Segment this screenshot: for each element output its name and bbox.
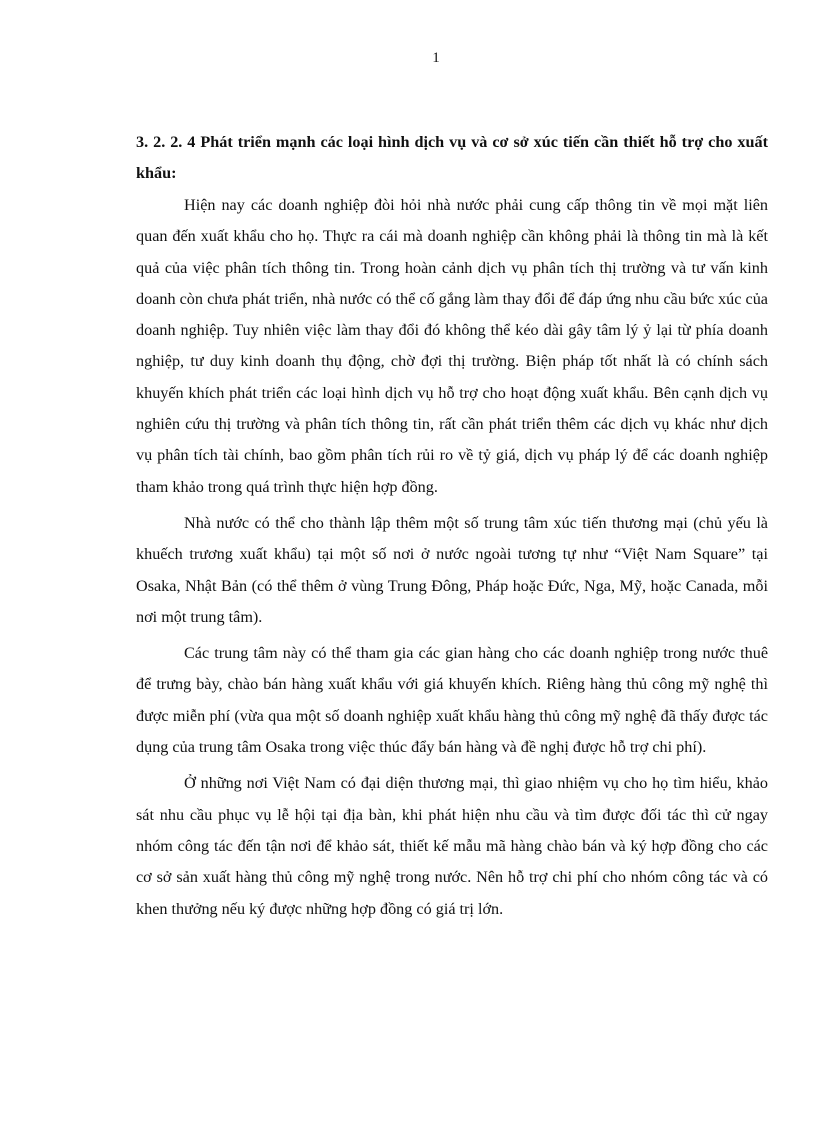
paragraph: Nhà nước có thể cho thành lập thêm một số trung tâm xúc tiến thương mại (chủ yếu là khuếch trương xuất khẩu) tại một số nơi ở nước ngoài tương tự như “Việt Nam Square” tại Osaka, Nhật Bản (có thể thêm ở vùng Trung Đông, Pháp hoặc Đức, Nga, Mỹ, hoặc Canada, mỗi nơi một trung tâm). bbox=[136, 513, 768, 626]
paragraph: Hiện nay các doanh nghiệp đòi hỏi nhà nước phải cung cấp thông tin về mọi mặt liên quan đến xuất khẩu cho họ. Thực ra cái mà doanh nghiệp cần không phải là thông tin mà là kết quả của việc phân tích thông tin. Trong hoàn cảnh dịch vụ phân tích thị trường và tư vấn kinh doanh còn chưa phát triển, nhà nước có thể cố gắng làm thay đổi để đáp ứng nhu cầu bức xúc của doanh nghiệp. Tuy nhiên việc làm thay đổi đó không thể kéo dài gây tâm lý ỷ lại từ phía doanh nghiệp, tư duy kinh doanh thụ động, chờ đợi thị trường. Biện pháp tốt nhất là có chính sách khuyến khích phát triển các loại hình dịch vụ hỗ trợ cho hoạt động xuất khẩu. Bên cạnh dịch vụ nghiên cứu thị trường và phân tích thông tin, rất cần phát triển thêm các dịch vụ khác như dịch vụ phân tích tài chính, bao gồm phân tích rủi ro về tỷ giá, dịch vụ pháp lý để các doanh nghiệp tham khảo trong quá trình thực hiện hợp đồng. bbox=[136, 196, 768, 496]
page-number: 1 bbox=[432, 50, 440, 66]
section-heading: 3. 2. 2. 4 Phát triển mạnh các loại hình dịch vụ và cơ sở xúc tiến cần thiết hỗ trợ cho xuất khẩu: bbox=[136, 133, 768, 182]
document-body bbox=[136, 127, 768, 925]
paragraph: Các trung tâm này có thể tham gia các gian hàng cho các doanh nghiệp trong nước thuê để trưng bày, chào bán hàng xuất khẩu với giá khuyến khích. Riêng hàng thủ công mỹ nghệ thì được miễn phí (vừa qua một số doanh nghiệp xuất khẩu hàng thủ công mỹ nghệ đã thấy được tác dụng của trung tâm Osaka trong việc thúc đẩy bán hàng và đề nghị được hỗ trợ chi phí). bbox=[136, 644, 768, 757]
paragraph: Ở những nơi Việt Nam có đại diện thương mại, thì giao nhiệm vụ cho họ tìm hiểu, khảo sát nhu cầu phục vụ lễ hội tại địa bàn, khi phát hiện nhu cầu và tìm được đối tác thì cử ngay nhóm công tác đến tận nơi để khảo sát, thiết kế mẫu mã hàng chào bán và ký hợp đồng cho các cơ sở sản xuất hàng thủ công mỹ nghệ trong nước. Nên hỗ trợ chi phí cho nhóm công tác và có khen thưởng nếu ký được những hợp đồng có giá trị lớn. bbox=[136, 774, 768, 918]
